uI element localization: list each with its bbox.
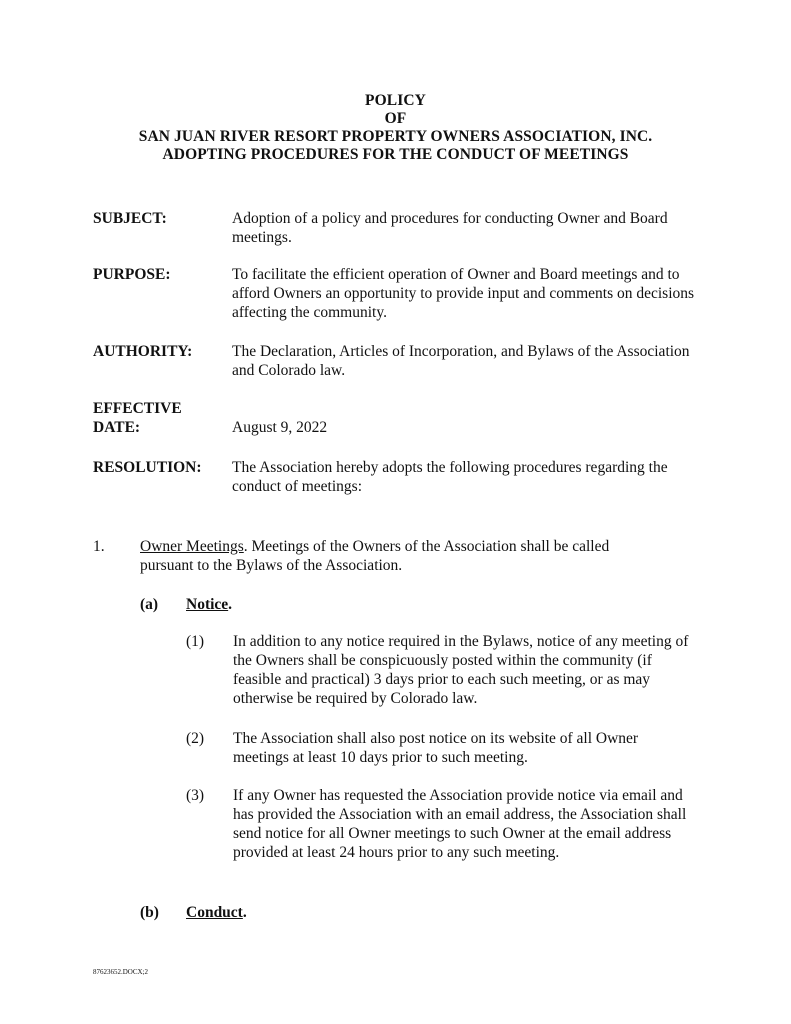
section-1-heading: Owner Meetings bbox=[140, 538, 244, 555]
subject-label: SUBJECT: bbox=[93, 210, 167, 227]
subsection-a-heading-suffix: . bbox=[228, 596, 233, 613]
notice-item-3-text: If any Owner has requested the Association provide notice via email and has provided the Association with an email address, the Association shall send notice for all Owner meetings to such Owner at the email address provided at least 24 hours prior to any such meeting. bbox=[233, 787, 687, 861]
section-1-text: . Meetings of the Owners of the Association shall be called pursuant to the Bylaws of the Association. bbox=[140, 538, 610, 574]
title-line-of: OF bbox=[384, 110, 407, 127]
notice-item-3-number: (3) bbox=[186, 787, 205, 804]
effective-date-field bbox=[93, 399, 703, 437]
purpose-value: To facilitate the efficient operation of Owner and Board meetings and to afford Owners an opportunity to provide input and comments on decisions affecting the community. bbox=[232, 266, 695, 321]
purpose-label: PURPOSE: bbox=[93, 266, 171, 283]
resolution-label: RESOLUTION: bbox=[93, 459, 202, 476]
effective-date-value: August 9, 2022 bbox=[232, 419, 328, 436]
notice-item-1-text: In addition to any notice required in the Bylaws, notice of any meeting of the Owners shall be conspicuously posted within the community (if feasible and practical) 3 days prior to each such meeting, or as may otherwise be required by Colorado law. bbox=[233, 633, 689, 707]
document-title bbox=[0, 92, 791, 164]
subsection-b-heading: Conduct bbox=[186, 904, 243, 921]
document-id-footer: 87623652.DOCX;2 bbox=[93, 968, 149, 976]
notice-item-1-number: (1) bbox=[186, 633, 205, 650]
effective-label-line2: DATE: bbox=[93, 419, 141, 436]
notice-item-2-number: (2) bbox=[186, 730, 205, 747]
subsection-a-label: (a) bbox=[140, 596, 159, 613]
subsection-b-label: (b) bbox=[140, 904, 159, 921]
subsection-b-heading-suffix: . bbox=[242, 904, 247, 921]
notice-item-2-text: The Association shall also post notice on its website of all Owner meetings at least 10 days prior to such meeting. bbox=[233, 730, 639, 766]
effective-date-label bbox=[93, 399, 228, 437]
title-line-association: SAN JUAN RIVER RESORT PROPERTY OWNERS ASSOCIATION, INC. bbox=[138, 128, 653, 145]
subsection-b-title bbox=[186, 903, 247, 922]
authority-value: The Declaration, Articles of Incorporation, and Bylaws of the Association and Colorado law. bbox=[232, 343, 690, 379]
subject-value: Adoption of a policy and procedures for conducting Owner and Board meetings. bbox=[232, 210, 668, 246]
title-line-policy: POLICY bbox=[365, 92, 426, 109]
authority-field bbox=[93, 342, 703, 380]
authority-label: AUTHORITY: bbox=[93, 343, 193, 360]
resolution-field bbox=[93, 458, 703, 496]
resolution-value: The Association hereby adopts the following procedures regarding the conduct of meetings: bbox=[232, 459, 668, 495]
section-1-number: 1. bbox=[93, 538, 105, 555]
title-line-subject: ADOPTING PROCEDURES FOR THE CONDUCT OF MEETINGS bbox=[162, 146, 629, 163]
effective-label-line1: EFFECTIVE bbox=[93, 400, 182, 417]
section-1-paragraph bbox=[140, 537, 665, 575]
subsection-a-title bbox=[186, 595, 232, 614]
subsection-a-heading: Notice bbox=[186, 596, 229, 613]
subject-field bbox=[93, 209, 703, 247]
purpose-field bbox=[93, 265, 703, 322]
